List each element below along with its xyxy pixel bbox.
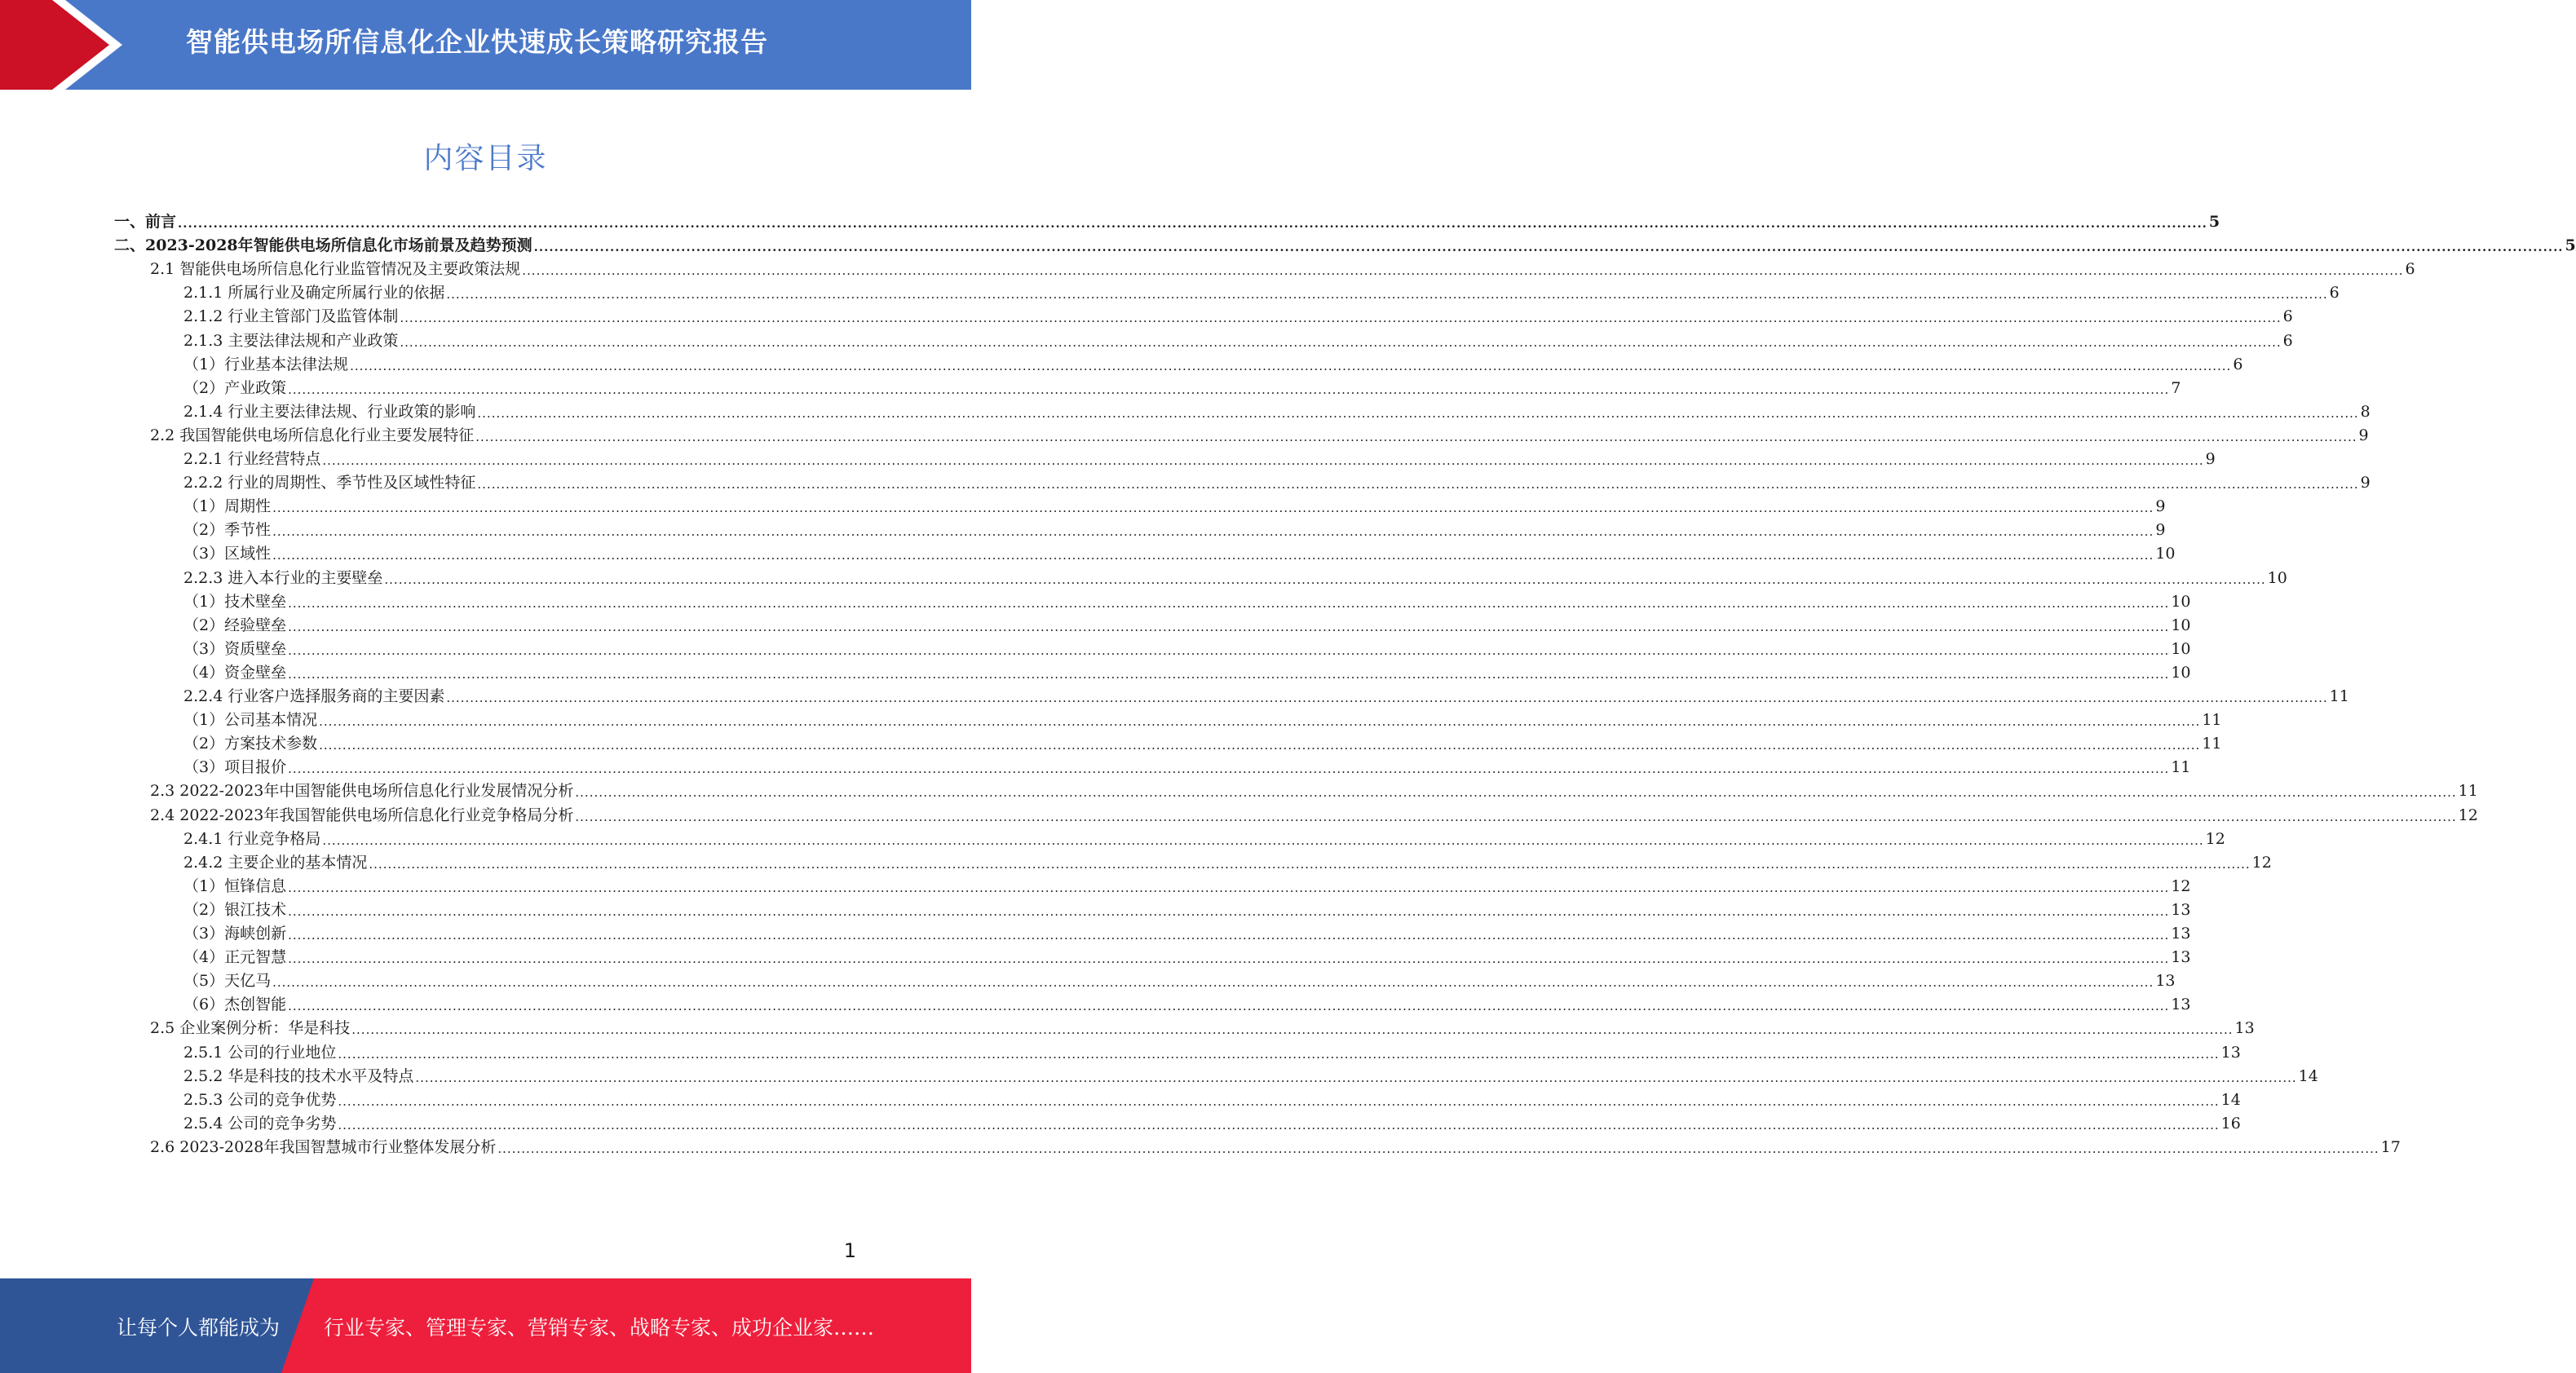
toc-entry[interactable] [183, 657, 2191, 682]
toc-leader-dots: ................................................................................................................................................................................................................................................................................................................................................................................................................ [350, 358, 2232, 373]
toc-entry[interactable] [183, 563, 2287, 588]
toc-entry[interactable] [183, 277, 2340, 302]
toc-leader-dots: ................................................................................................................................................................................................................................................................................................................................................................................................................ [288, 903, 2170, 919]
toc-entry-title: 2.1.2 行业主管部门及监管体制 [183, 307, 399, 326]
toc-leader-dots: ................................................................................................................................................................................................................................................................................................................................................................................................................ [319, 714, 2201, 730]
toc-entry[interactable] [183, 918, 2191, 943]
toc-entry-page: 6 [2329, 284, 2340, 302]
toc-entry[interactable] [183, 1108, 2241, 1133]
toc-leader-dots: ................................................................................................................................................................................................................................................................................................................................................................................................................ [338, 1093, 2220, 1109]
toc-entry-page: 13 [2155, 972, 2176, 991]
toc-entry-page: 12 [2205, 829, 2225, 848]
toc-entry-title: （3）资质壁垒 [183, 639, 287, 658]
toc-leader-dots: ................................................................................................................................................................................................................................................................................................................................................................................................................ [288, 999, 2170, 1014]
toc-entry-page: 9 [2155, 521, 2166, 540]
toc-entry-title: 2.6 2023-2028年我国智慧城市行业整体发展分析 [150, 1137, 497, 1156]
toc-entry-page: 9 [2360, 474, 2371, 492]
toc-entry-title: 二、2023-2028年智能供电场所信息化市场前景及趋势预测 [114, 236, 532, 255]
toc-entry-title: 2.2.2 行业的周期性、季节性及区域性特征 [183, 474, 476, 492]
toc-leader-dots: ................................................................................................................................................................................................................................................................................................................................................................................................................ [288, 880, 2170, 895]
toc-entry-page: 9 [2155, 497, 2166, 516]
toc-entry-title: 2.5 企业案例分析：华是科技 [150, 1019, 351, 1038]
toc-entry-title: （3）区域性 [183, 545, 272, 563]
toc-entry-title: 2.2.3 进入本行业的主要壁垒 [183, 568, 383, 587]
toc-entry[interactable] [150, 775, 2478, 801]
toc-entry-page: 8 [2360, 402, 2371, 421]
toc-leader-dots: ................................................................................................................................................................................................................................................................................................................................................................................................................ [351, 1022, 2234, 1038]
toc-entry[interactable] [183, 1037, 2241, 1062]
footer-banner [0, 1278, 971, 1373]
toc-leader-dots: ................................................................................................................................................................................................................................................................................................................................................................................................................ [288, 666, 2170, 682]
toc-leader-dots: ................................................................................................................................................................................................................................................................................................................................................................................................................ [497, 1141, 2379, 1156]
toc-leader-dots: ................................................................................................................................................................................................................................................................................................................................................................................................................ [522, 263, 2404, 279]
toc-entry[interactable] [183, 1061, 2318, 1086]
toc-entry-title: （3）海峡创新 [183, 925, 287, 943]
toc-entry-title: 2.4 2022-2023年我国智能供电场所信息化行业竞争格局分析 [150, 806, 574, 824]
toc-entry-title: 2.2 我国智能供电场所信息化行业主要发展特征 [150, 426, 475, 444]
toc-entry-page: 10 [2155, 545, 2176, 563]
toc-leader-dots: ................................................................................................................................................................................................................................................................................................................................................................................................................ [533, 240, 2564, 255]
toc-entry-page: 11 [2458, 782, 2478, 801]
toc-leader-dots: ................................................................................................................................................................................................................................................................................................................................................................................................................ [369, 856, 2251, 872]
toc-leader-dots: ................................................................................................................................................................................................................................................................................................................................................................................................................ [400, 334, 2282, 350]
toc-entry-title: 2.4.1 行业竞争格局 [183, 829, 321, 848]
toc-entry[interactable] [183, 634, 2191, 659]
toc-entry-page: 12 [2458, 806, 2478, 824]
toc-leader-dots: ................................................................................................................................................................................................................................................................................................................................................................................................................ [575, 809, 2457, 824]
toc-entry-page: 6 [2282, 331, 2293, 350]
toc-entry[interactable] [183, 467, 2371, 492]
toc-leader-dots: ................................................................................................................................................................................................................................................................................................................................................................................................................ [288, 762, 2170, 777]
toc-leader-dots: ................................................................................................................................................................................................................................................................................................................................................................................................................ [288, 595, 2170, 611]
toc-entry-page: 10 [2171, 639, 2191, 658]
toc-entry-page: 12 [2251, 853, 2272, 872]
toc-entry-title: （1）行业基本法律法规 [183, 355, 349, 373]
toc-entry-title: 2.1.1 所属行业及确定所属行业的依据 [183, 284, 445, 302]
page-number: 1 [843, 1239, 856, 1262]
toc-entry-title: （2）季节性 [183, 521, 272, 540]
toc-entry[interactable] [183, 965, 2176, 991]
toc-leader-dots: ................................................................................................................................................................................................................................................................................................................................................................................................................ [288, 642, 2170, 658]
toc-entry-page: 5 [2565, 236, 2576, 255]
toc-entry[interactable] [150, 800, 2478, 825]
toc-entry[interactable] [183, 349, 2243, 374]
toc-entry-title: （1）恒锋信息 [183, 876, 287, 895]
toc-entry-title: 2.1.3 主要法律法规和产业政策 [183, 331, 399, 350]
toc-entry-page: 7 [2171, 378, 2181, 397]
toc-entry[interactable] [183, 989, 2191, 1014]
toc-entry-page: 13 [2171, 925, 2191, 943]
toc-heading: 内容目录 [423, 142, 548, 175]
header-arrow-icon [0, 0, 130, 90]
toc-entry-title: 2.5.4 公司的竞争劣势 [183, 1114, 337, 1132]
toc-entry[interactable] [183, 301, 2293, 326]
footer-slogan-left: 让每个人都能成为 [117, 1316, 281, 1340]
toc-leader-dots: ................................................................................................................................................................................................................................................................................................................................................................................................................ [415, 1070, 2297, 1085]
toc-leader-dots: ................................................................................................................................................................................................................................................................................................................................................................................................................ [575, 785, 2457, 801]
toc-entry-page: 10 [2171, 592, 2191, 611]
toc-leader-dots: ................................................................................................................................................................................................................................................................................................................................................................................................................ [446, 691, 2328, 705]
toc-entry[interactable] [150, 420, 2369, 445]
toc-entry-title: （1）技术壁垒 [183, 592, 287, 611]
toc-entry[interactable] [114, 230, 2576, 255]
toc-entry-title: （6）杰创智能 [183, 996, 287, 1014]
toc-entry[interactable] [183, 538, 2176, 563]
toc-entry-title: （2）方案技术参数 [183, 735, 318, 753]
toc-entry-title: 2.1.4 行业主要法律法规、行业政策的影响 [183, 402, 476, 421]
toc-entry-title: （2）银江技术 [183, 900, 287, 919]
toc-entry[interactable] [150, 254, 2415, 279]
toc-entry-page: 13 [2220, 1043, 2241, 1062]
toc-entry-title: 2.2.1 行业经营特点 [183, 450, 321, 468]
toc-entry[interactable] [183, 728, 2222, 753]
toc-entry[interactable] [183, 610, 2191, 635]
toc-entry-page: 11 [2202, 711, 2222, 730]
toc-entry-page: 13 [2171, 900, 2191, 919]
toc-entry-page: 10 [2171, 616, 2191, 634]
toc-entry[interactable] [183, 894, 2191, 920]
toc-entry[interactable] [150, 1132, 2401, 1157]
toc-entry-page: 14 [2298, 1066, 2318, 1085]
toc-entry-page: 11 [2202, 735, 2222, 753]
toc-entry[interactable] [183, 847, 2272, 872]
toc-entry-title: （5）天亿马 [183, 972, 272, 991]
toc-leader-dots: ................................................................................................................................................................................................................................................................................................................................................................................................................ [272, 501, 2154, 516]
toc-entry-page: 13 [2171, 948, 2191, 967]
toc-entry-page: 6 [2405, 260, 2415, 279]
toc-entry-page: 10 [2171, 663, 2191, 682]
toc-leader-dots: ................................................................................................................................................................................................................................................................................................................................................................................................................ [477, 405, 2359, 421]
toc-leader-dots: ................................................................................................................................................................................................................................................................................................................................................................................................................ [319, 738, 2201, 753]
toc-entry-title: （2）经验壁垒 [183, 616, 287, 634]
toc-entry-page: 13 [2234, 1019, 2255, 1038]
toc-entry[interactable] [183, 514, 2166, 540]
toc-entry-title: （4）资金壁垒 [183, 663, 287, 682]
toc-leader-dots: ................................................................................................................................................................................................................................................................................................................................................................................................................ [338, 1046, 2220, 1062]
toc-leader-dots: ................................................................................................................................................................................................................................................................................................................................................................................................................ [288, 928, 2170, 943]
toc-entry[interactable] [183, 444, 2216, 469]
toc-leader-dots: ................................................................................................................................................................................................................................................................................................................................................................................................................ [322, 832, 2204, 848]
toc-entry-page: 9 [2205, 450, 2216, 468]
toc-entry-title: 2.3 2022-2023年中国智能供电场所信息化行业发展情况分析 [150, 782, 574, 801]
toc-entry[interactable] [183, 871, 2191, 896]
toc-entry-title: 2.5.3 公司的竞争优势 [183, 1090, 337, 1109]
toc-entry-page: 11 [2329, 687, 2349, 705]
toc-entry-title: （4）正元智慧 [183, 948, 287, 967]
toc-entry-page: 10 [2267, 568, 2287, 587]
toc-entry[interactable] [183, 704, 2222, 730]
toc-leader-dots: ................................................................................................................................................................................................................................................................................................................................................................................................................ [400, 311, 2282, 326]
toc-entry-title: （2）产业政策 [183, 378, 287, 397]
toc-entry-page: 17 [2380, 1137, 2401, 1156]
toc-entry-page: 6 [2233, 355, 2243, 373]
toc-entry-title: 2.1 智能供电场所信息化行业监管情况及主要政策法规 [150, 260, 521, 279]
toc-leader-dots: ................................................................................................................................................................................................................................................................................................................................................................................................................ [272, 524, 2154, 540]
toc-entry[interactable] [183, 1084, 2241, 1110]
toc-entry[interactable] [183, 491, 2166, 516]
header-banner [0, 0, 971, 90]
report-title: 智能供电场所信息化企业快速成长策略研究报告 [186, 26, 768, 58]
toc-leader-dots: ................................................................................................................................................................................................................................................................................................................................................................................................................ [477, 477, 2359, 492]
toc-entry-page: 12 [2171, 876, 2191, 895]
toc-entry-page: 13 [2171, 996, 2191, 1014]
toc-entry[interactable] [183, 942, 2191, 967]
toc-entry-title: 2.5.1 公司的行业地位 [183, 1043, 337, 1062]
toc-leader-dots: ................................................................................................................................................................................................................................................................................................................................................................................................................ [288, 951, 2170, 967]
toc-entry-page: 14 [2220, 1090, 2241, 1109]
footer-slogan-right: 行业专家、管理专家、营销专家、战略专家、成功企业家…… [324, 1316, 875, 1340]
toc-entry[interactable] [183, 396, 2371, 422]
toc-entry-title: （1）周期性 [183, 497, 272, 516]
toc-entry[interactable] [114, 206, 2220, 232]
toc-leader-dots: ................................................................................................................................................................................................................................................................................................................................................................................................................ [338, 1117, 2220, 1132]
toc-entry-page: 11 [2171, 758, 2191, 777]
toc-entry-title: （1）公司基本情况 [183, 711, 318, 730]
toc-leader-dots: ................................................................................................................................................................................................................................................................................................................................................................................................................ [384, 572, 2266, 587]
toc-entry-page: 16 [2220, 1114, 2241, 1132]
toc-leader-dots: ................................................................................................................................................................................................................................................................................................................................................................................................................ [322, 453, 2204, 468]
toc-leader-dots: ................................................................................................................................................................................................................................................................................................................................................................................................................ [475, 429, 2357, 444]
toc-entry-page: 6 [2282, 307, 2293, 326]
toc-leader-dots: ................................................................................................................................................................................................................................................................................................................................................................................................................ [178, 216, 2207, 231]
toc-leader-dots: ................................................................................................................................................................................................................................................................................................................................................................................................................ [446, 287, 2328, 302]
toc-leader-dots: ................................................................................................................................................................................................................................................................................................................................................................................................................ [272, 975, 2154, 991]
toc-entry-title: 2.4.2 主要企业的基本情况 [183, 853, 368, 872]
toc-entry-title: 2.2.4 行业客户选择服务商的主要因素 [183, 687, 445, 705]
toc-leader-dots: ................................................................................................................................................................................................................................................................................................................................................................................................................ [288, 382, 2170, 397]
toc-entry-page: 9 [2358, 426, 2369, 444]
toc-entry[interactable] [150, 1013, 2255, 1038]
toc-entry[interactable] [183, 752, 2191, 777]
toc-entry[interactable] [183, 325, 2293, 351]
toc-entry[interactable] [183, 681, 2349, 706]
toc-entry-title: 一、前言 [114, 213, 177, 231]
toc-leader-dots: ................................................................................................................................................................................................................................................................................................................................................................................................................ [272, 548, 2154, 563]
toc-entry[interactable] [183, 586, 2191, 611]
toc-entry-title: （3）项目报价 [183, 758, 287, 777]
toc-leader-dots: ................................................................................................................................................................................................................................................................................................................................................................................................................ [288, 619, 2170, 634]
toc-entry[interactable] [183, 823, 2225, 849]
toc-entry[interactable] [183, 373, 2181, 398]
toc-entry-title: 2.5.2 华是科技的技术水平及特点 [183, 1066, 414, 1085]
toc-entry-page: 5 [2208, 213, 2220, 231]
